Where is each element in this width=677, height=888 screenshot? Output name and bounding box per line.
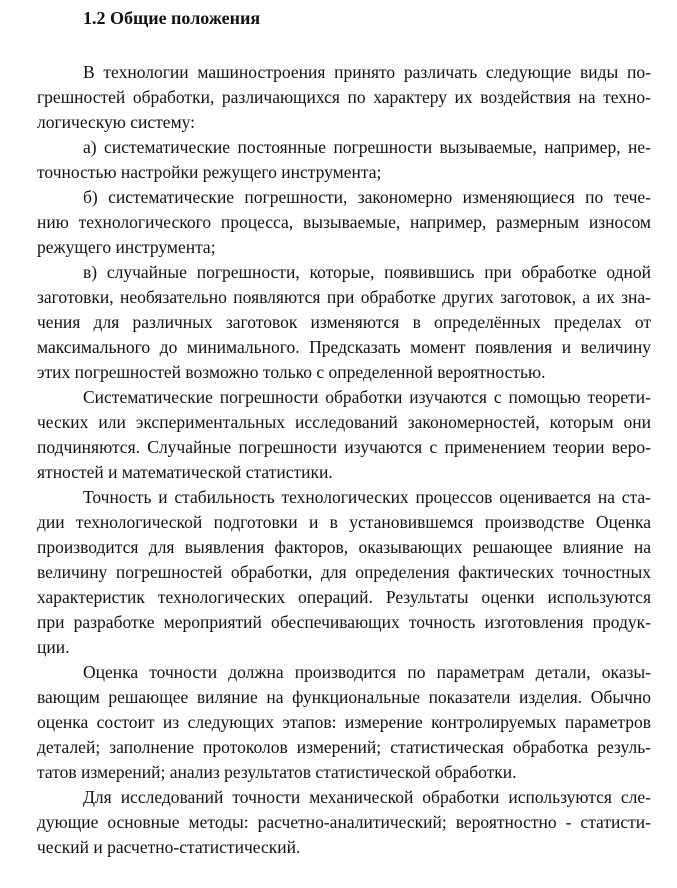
text-line: В технологии машиностроения принято различать следующие виды по- (83, 62, 651, 82)
text-line: оценка состоит из следующих этапов: измерение контролируемых параметров (37, 712, 651, 732)
text-line: чения для различных заготовок изменяются в определённых пределах от (37, 312, 651, 332)
paragraph (37, 660, 651, 785)
text-line: а) систематические постоянные погрешности вызываемые, например, не- (83, 137, 651, 157)
text-line: вающим решающее виляние на функциональные показатели изделия. Обычно (37, 687, 651, 707)
text-line: дии технологической подготовки и в установившемся производстве Оценка (37, 512, 651, 532)
paragraph (37, 260, 651, 385)
text-line: ческих или экспериментальных исследований закономерностей, которым они (37, 412, 651, 432)
paragraph (37, 485, 651, 660)
text-line: характеристик технологических операций. Результаты оценки используются (37, 587, 651, 607)
paragraph (37, 385, 651, 485)
text-line: Оценка точности должна производится по параметрам детали, оказы- (83, 662, 651, 682)
text-line: Систематические погрешности обработки изучаются с помощью теорети- (83, 387, 651, 407)
text-line: при разработке мероприятий обеспечивающих точность изготовления продук- (37, 612, 651, 632)
paragraph (37, 60, 651, 135)
text-line: б) систематические погрешности, закономерно изменяющиеся по тече- (83, 187, 651, 207)
text-line: Для исследований точности механической обработки используются сле- (83, 787, 651, 807)
text-line: Точность и стабильность технологических процессов оценивается на ста- (83, 487, 651, 507)
text-line: режущего инструмента; (37, 237, 216, 257)
text-line: грешностей обработки, различающихся по характеру их воздействия на техно- (37, 87, 651, 107)
paragraph (37, 135, 651, 185)
text-line: величину погрешностей обработки, для определения фактических точностных (37, 562, 651, 582)
text-line: ятностей и математической статистики. (37, 462, 333, 482)
text-line: этих погрешностей возможно только с определенной вероятностью. (37, 362, 546, 382)
text-line: татов измерений; анализ результатов статистической обработки. (37, 762, 517, 782)
document-body (37, 60, 651, 860)
text-line: логическую систему: (37, 112, 196, 132)
text-line: заготовки, необязательно появляются при обработке других заготовок, а их зна- (37, 287, 651, 307)
text-line: деталей; заполнение протоколов измерений; статистическая обработка резуль- (37, 737, 651, 757)
text-line: нию технологического процесса, вызываемые, например, размерным износом (37, 212, 651, 232)
text-line: точностью настройки режущего инструмента; (37, 162, 382, 182)
text-line: дующие основные методы: расчетно-аналитический; вероятностно - статисти- (37, 812, 651, 832)
paragraph (37, 785, 651, 860)
text-line: подчиняются. Случайные погрешности изучаются с применением теории веро- (37, 437, 651, 457)
paragraph (37, 185, 651, 260)
section-heading: 1.2 Общие положения (83, 8, 261, 28)
text-line: максимального до минимального. Предсказать момент появления и величину (37, 337, 651, 357)
text-line: ции. (37, 637, 70, 657)
text-line: в) случайные погрешности, которые, появившись при обработке одной (83, 262, 651, 282)
text-line: ческий и расчетно-статистический. (37, 837, 301, 857)
text-line: производится для выявления факторов, оказывающих решающее влияние на (37, 537, 651, 557)
